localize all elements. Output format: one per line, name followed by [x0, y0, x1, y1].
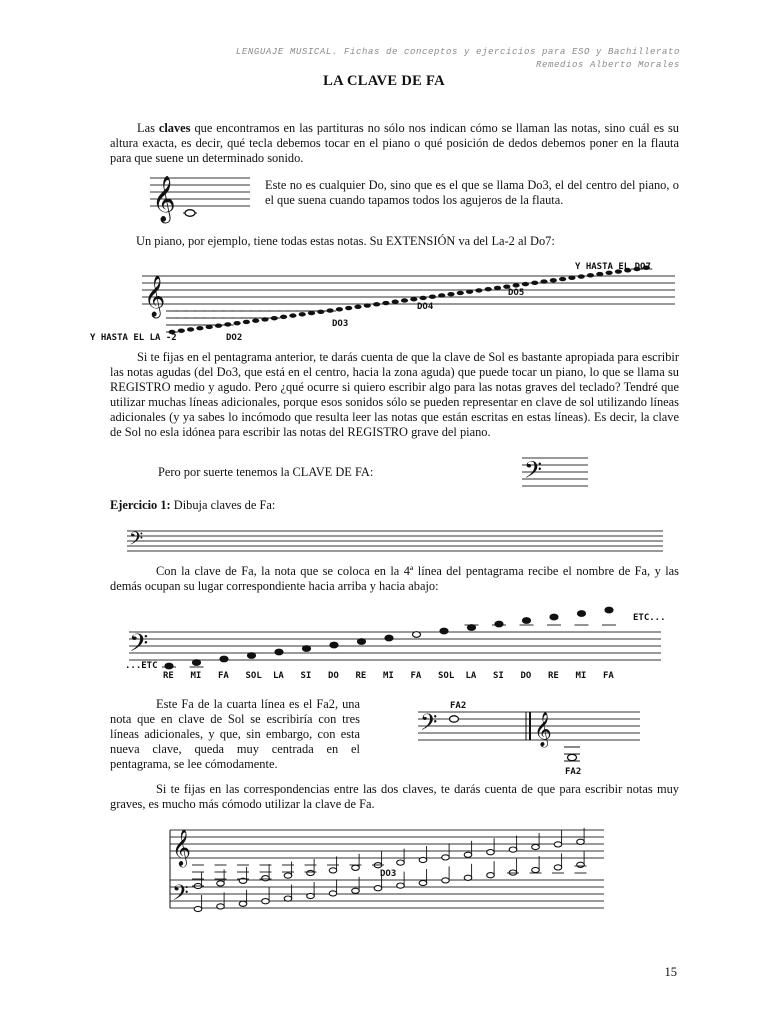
exercise-text: Dibuja claves de Fa: [170, 498, 276, 512]
exercise-label: Ejercicio 1: [110, 498, 171, 512]
range-note [234, 321, 241, 325]
range-note [475, 288, 482, 292]
treble-compare-note [217, 881, 225, 886]
range-note [522, 282, 529, 286]
range-note [494, 286, 501, 290]
label-do4: DO4 [417, 302, 434, 312]
range-note [215, 324, 222, 328]
fa2-paragraph: Este Fa de la cuarta línea es el Fa2, una nota que en clave de Sol se escribiría con tres líneas adicionales, y que, sin embargo, con esta nueva clave, queda muy centrada en el pentagrama, se lee cómodamente. [110, 697, 360, 771]
range-note [364, 303, 371, 307]
range-note [540, 279, 547, 283]
note-name-label: SOL [245, 671, 262, 681]
note-name-label: DO [520, 671, 532, 681]
range-note [196, 326, 203, 330]
bass-note-names-staff [125, 604, 665, 684]
label-hasta-do7: Y HASTA EL DO7 [575, 262, 651, 272]
range-note [596, 272, 603, 276]
fa-line-paragraph: Con la clave de Fa, la nota que se coloca en la 4ª línea del pentagrama recibe el nombre de Fa, y las demás ocupan su lugar correspondiente hacia arriba y hacia abajo: [110, 564, 679, 593]
range-note [317, 310, 324, 314]
treble-compare-note [442, 855, 450, 860]
label-do2: DO2 [226, 333, 243, 343]
bass-note [495, 621, 503, 627]
range-note [252, 318, 259, 322]
range-note [299, 312, 306, 316]
label-compare-do3: DO3 [380, 869, 397, 879]
register-paragraph: Si te fijas en el pentagrama anterior, te darás cuenta de que la clave de Sol es bastante apropiada para escribir las notas agudas (del Do3, que está en el centro, hacia la zona aguda) que puede tocar un piano, lo que se llama su REGISTRO medio y agudo. Pero ¿qué ocurre si quiero escribir algo para las notas graves del teclado? Tendré que utilizar muchas líneas adicionales, porque esos sonidos sólo se pueden representar en clave de sol utilizando líneas adicionales (y ya sabes lo incómodo que resulta leer las notas que están escritas en estas líneas). Es decir, la clave de Sol no esla idónea para escribir las notas del REGISTRO grave del piano. [110, 350, 679, 439]
treble-compare-note [464, 852, 472, 857]
bass-compare-note [464, 875, 472, 880]
piano-range-staff [90, 258, 690, 348]
note-name-label: MI [190, 671, 202, 681]
range-note [289, 313, 296, 317]
bass-compare-note [419, 880, 427, 885]
bass-note [220, 656, 228, 662]
label-hasta-la-2: Y HASTA EL LA -2 [90, 333, 177, 343]
treble-clef-icon: 𝄞 [534, 712, 552, 747]
bass-note [440, 628, 448, 634]
bass-compare-note [262, 899, 270, 904]
range-note [178, 329, 185, 333]
header-author: Remedios Alberto Morales [535, 60, 680, 70]
do3-note [185, 210, 195, 217]
note-name-label: FA [218, 671, 229, 681]
note-name-label: RE [548, 671, 559, 681]
range-note [457, 291, 464, 295]
label-do5: DO5 [508, 288, 525, 298]
intro-post: que encontramos en las partituras no sólo nos indican cómo se llaman las notas, sino cuál es su altura exacta, es decir, qué tecla debemos tocar en el piano o qué posición de dedos debemos poner en la flauta para que suene un determinado sonido. [110, 121, 679, 165]
treble-clef-icon: 𝄞 [152, 176, 176, 222]
bass-note [303, 646, 311, 652]
range-note [308, 311, 315, 315]
range-note [513, 283, 520, 287]
treble-compare-note [487, 850, 495, 855]
bass-note [413, 632, 421, 638]
note-name-label: MI [575, 671, 587, 681]
bass-compare-note [532, 867, 540, 872]
note-name-label: FA [603, 671, 614, 681]
bass-compare-note [577, 862, 585, 867]
note-name-label: RE [355, 671, 367, 681]
bass-note [275, 649, 283, 655]
bass-compare-note [217, 904, 225, 909]
bass-note [385, 635, 393, 641]
range-note [531, 281, 538, 285]
range-note [550, 278, 557, 282]
bass-clef-icon: 𝄢 [129, 529, 144, 554]
range-note [345, 306, 352, 310]
exercise-1 [110, 498, 510, 513]
note-name-label: SOL [438, 671, 455, 681]
page-number: 15 [664, 965, 677, 979]
label-fa2-bottom: FA2 [565, 767, 582, 777]
treble-compare-note [352, 865, 360, 870]
treble-compare-note [307, 870, 315, 875]
treble-clef-icon: 𝄞 [144, 276, 166, 317]
range-note [280, 315, 287, 319]
range-note [568, 276, 575, 280]
bass-note [578, 611, 586, 617]
bass-clef-icon: 𝄢 [172, 881, 189, 911]
label-fa2-top: FA2 [450, 701, 467, 711]
note-name-label: LA [273, 671, 284, 681]
do3-paragraph: Este no es cualquier Do, sino que es el que se llama Do3, el del centro del piano, o el que suena cuando tapamos todos los agujeros de la flauta. [265, 178, 679, 207]
fa2-treble-note [568, 754, 577, 760]
bass-compare-note [554, 865, 562, 870]
bass-compare-note [397, 883, 405, 888]
bass-compare-note [307, 893, 315, 898]
range-note [224, 322, 231, 326]
bass-compare-note [442, 878, 450, 883]
header-course-title: LENGUAJE MUSICAL. Fichas de conceptos y ejercicios para ESO y Bachillerato [235, 47, 680, 57]
intro-bold-claves: claves [158, 121, 191, 135]
fa-clef-intro: Pero por suerte tenemos la CLAVE DE FA: [158, 465, 374, 479]
bass-note [193, 660, 201, 666]
bass-clef-icon: 𝄢 [129, 629, 149, 664]
bass-note [248, 653, 256, 659]
range-note [187, 327, 194, 331]
intro-pre: Las [137, 121, 159, 135]
clef-comparison-staff [170, 820, 610, 930]
note-name-label: DO [328, 671, 339, 681]
treble-compare-note [262, 876, 270, 881]
range-note [447, 292, 454, 296]
note-name-label: MI [383, 671, 394, 681]
range-note [578, 274, 585, 278]
compare-paragraph: Si te fijas en las correspondencias entre las dos claves, te darás cuenta de que para escribir notas muy graves, es mucho más cómodo utilizar la clave de Fa. [110, 782, 679, 811]
bass-clef-sample-staff [522, 456, 592, 494]
bass-compare-note [352, 888, 360, 893]
note-name-label: FA [410, 671, 422, 681]
range-note [587, 273, 594, 277]
bass-note [523, 618, 531, 624]
note-name-label: LA [465, 671, 477, 681]
bass-note [550, 614, 558, 620]
bass-note [358, 639, 366, 645]
range-note [401, 298, 408, 302]
treble-compare-note [532, 844, 540, 849]
treble-compare-note [554, 842, 562, 847]
bass-clef-icon: 𝄢 [420, 710, 438, 741]
treble-clef-do3-staff [150, 172, 255, 222]
note-name-label: SI [493, 671, 504, 681]
range-note [354, 305, 361, 309]
bass-note [605, 607, 613, 613]
piano-range-paragraph: Un piano, por ejemplo, tiene todas estas notas. Su EXTENSIÓN va del La-2 al Do7: [136, 234, 555, 248]
range-note [429, 295, 436, 299]
range-note [243, 320, 250, 324]
range-note [410, 297, 417, 301]
fa2-comparison-staff [418, 698, 648, 777]
fa2-bass-note [450, 716, 459, 722]
range-note [438, 293, 445, 297]
range-note [485, 287, 492, 291]
page-title: LA CLAVE DE FA [323, 73, 445, 89]
range-note [392, 300, 399, 304]
treble-compare-note [509, 847, 517, 852]
treble-compare-note [284, 873, 292, 878]
range-note [373, 302, 380, 306]
label-etc-right: ETC... [633, 613, 666, 623]
note-name-label: RE [163, 671, 174, 681]
bass-note [165, 663, 173, 669]
bass-compare-note [374, 886, 382, 891]
range-note [420, 296, 427, 300]
intro-paragraph [110, 121, 679, 166]
range-note [336, 307, 343, 311]
treble-compare-note [419, 857, 427, 862]
treble-clef-icon: 𝄞 [172, 828, 191, 866]
label-do3: DO3 [332, 319, 349, 329]
bass-note [330, 642, 338, 648]
exercise-staff[interactable] [127, 530, 667, 554]
bass-compare-note [487, 873, 495, 878]
range-note [466, 289, 473, 293]
treble-compare-note [397, 860, 405, 865]
bass-compare-note [284, 896, 292, 901]
range-note [559, 277, 566, 281]
bass-clef-icon: 𝄢 [524, 456, 543, 489]
bass-compare-note [239, 901, 247, 906]
bass-compare-note [329, 891, 337, 896]
label-etc-left: ...ETC [125, 661, 158, 671]
bass-note [468, 625, 476, 631]
treble-compare-note [329, 868, 337, 873]
treble-compare-note [577, 839, 585, 844]
bass-compare-note [194, 906, 202, 911]
note-name-label: SI [300, 671, 312, 681]
range-note [382, 301, 389, 305]
